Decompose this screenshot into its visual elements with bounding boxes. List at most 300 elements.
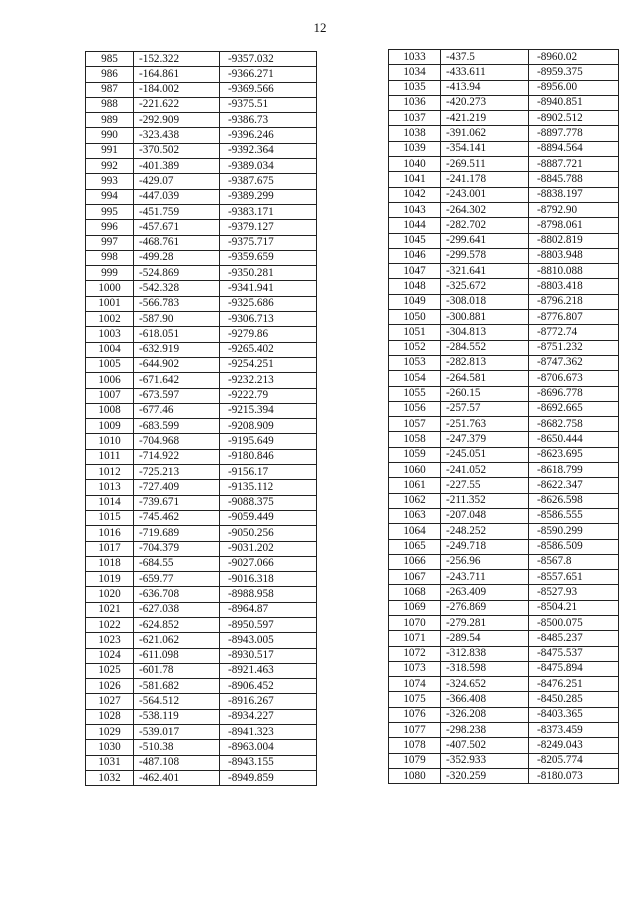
x-coordinate-cell: -370.502 (134, 143, 220, 158)
table-row (86, 403, 317, 418)
table-row (86, 755, 317, 770)
x-coordinate-cell: -308.018 (441, 294, 529, 309)
point-number-cell: 1017 (86, 541, 134, 556)
table-row (86, 770, 317, 785)
point-number-cell: 1012 (86, 465, 134, 480)
point-number-cell: 1046 (389, 248, 441, 263)
y-coordinate-cell: -9387.675 (220, 174, 317, 189)
point-number-cell: 1054 (389, 371, 441, 386)
y-coordinate-cell: -8567.8 (529, 554, 619, 569)
y-coordinate-cell: -9088.375 (220, 495, 317, 510)
x-coordinate-cell: -684.55 (134, 556, 220, 571)
point-number-cell: 1030 (86, 740, 134, 755)
table-row (389, 768, 619, 783)
x-coordinate-cell: -211.352 (441, 493, 529, 508)
table-row (389, 340, 619, 355)
table-row (389, 95, 619, 110)
table-row (86, 97, 317, 112)
point-number-cell: 1057 (389, 417, 441, 432)
y-coordinate-cell: -9366.271 (220, 67, 317, 82)
x-coordinate-cell: -632.919 (134, 342, 220, 357)
y-coordinate-cell: -9059.449 (220, 510, 317, 525)
y-coordinate-cell: -8590.299 (529, 524, 619, 539)
x-coordinate-cell: -683.599 (134, 419, 220, 434)
table-row (389, 508, 619, 523)
y-coordinate-cell: -8803.418 (529, 279, 619, 294)
y-coordinate-cell: -8906.452 (220, 679, 317, 694)
x-coordinate-cell: -243.711 (441, 570, 529, 585)
y-coordinate-cell: -9031.202 (220, 541, 317, 556)
table-row (86, 82, 317, 97)
x-coordinate-cell: -391.062 (441, 126, 529, 141)
x-coordinate-cell: -704.968 (134, 434, 220, 449)
x-coordinate-cell: -352.933 (441, 753, 529, 768)
table-row (86, 281, 317, 296)
table-row (86, 725, 317, 740)
point-number-cell: 1023 (86, 633, 134, 648)
point-number-cell: 1074 (389, 677, 441, 692)
y-coordinate-cell: -8959.375 (529, 65, 619, 80)
x-coordinate-cell: -326.208 (441, 707, 529, 722)
x-coordinate-cell: -727.409 (134, 480, 220, 495)
x-coordinate-cell: -413.94 (441, 80, 529, 95)
y-coordinate-cell: -9265.402 (220, 342, 317, 357)
table-row (389, 692, 619, 707)
y-coordinate-cell: -8626.598 (529, 493, 619, 508)
point-number-cell: 1021 (86, 602, 134, 617)
table-row (86, 740, 317, 755)
table-row (389, 585, 619, 600)
point-number-cell: 1069 (389, 600, 441, 615)
y-coordinate-cell: -9215.394 (220, 403, 317, 418)
x-coordinate-cell: -659.77 (134, 572, 220, 587)
point-number-cell: 1026 (86, 679, 134, 694)
y-coordinate-cell: -8802.819 (529, 233, 619, 248)
y-coordinate-cell: -9375.51 (220, 97, 317, 112)
y-coordinate-cell: -8964.87 (220, 602, 317, 617)
x-coordinate-cell: -510.38 (134, 740, 220, 755)
point-number-cell: 1038 (389, 126, 441, 141)
y-coordinate-cell: -8921.463 (220, 663, 317, 678)
y-coordinate-cell: -8956.00 (529, 80, 619, 95)
x-coordinate-cell: -420.273 (441, 95, 529, 110)
point-number-cell: 1033 (389, 50, 441, 65)
table-row (86, 235, 317, 250)
point-number-cell: 1016 (86, 526, 134, 541)
y-coordinate-cell: -8696.778 (529, 386, 619, 401)
y-coordinate-cell: -8810.088 (529, 264, 619, 279)
x-coordinate-cell: -320.259 (441, 768, 529, 783)
y-coordinate-cell: -8475.894 (529, 661, 619, 676)
point-number-cell: 1044 (389, 218, 441, 233)
x-coordinate-cell: -354.141 (441, 141, 529, 156)
y-coordinate-cell: -9389.034 (220, 159, 317, 174)
point-number-cell: 1025 (86, 663, 134, 678)
y-coordinate-cell: -8747.362 (529, 355, 619, 370)
x-coordinate-cell: -644.902 (134, 357, 220, 372)
point-number-cell: 1059 (389, 447, 441, 462)
x-coordinate-cell: -298.238 (441, 723, 529, 738)
y-coordinate-cell: -8751.232 (529, 340, 619, 355)
point-number-cell: 1045 (389, 233, 441, 248)
page-number: 12 (313, 20, 327, 35)
y-coordinate-cell: -8485.237 (529, 631, 619, 646)
x-coordinate-cell: -284.552 (441, 340, 529, 355)
table-row (389, 615, 619, 630)
y-coordinate-cell: -8934.227 (220, 709, 317, 724)
point-number-cell: 986 (86, 67, 134, 82)
x-coordinate-cell: -247.379 (441, 432, 529, 447)
table-row (86, 113, 317, 128)
point-number-cell: 1001 (86, 296, 134, 311)
y-coordinate-cell: -8772.74 (529, 325, 619, 340)
y-coordinate-cell: -9016.318 (220, 572, 317, 587)
point-number-cell: 1002 (86, 312, 134, 327)
y-coordinate-cell: -9375.717 (220, 235, 317, 250)
y-coordinate-cell: -8838.197 (529, 187, 619, 202)
x-coordinate-cell: -487.108 (134, 755, 220, 770)
table-row (389, 233, 619, 248)
table-row (86, 174, 317, 189)
table-row (86, 541, 317, 556)
x-coordinate-cell: -725.213 (134, 465, 220, 480)
x-coordinate-cell: -248.252 (441, 524, 529, 539)
point-number-cell: 988 (86, 97, 134, 112)
point-number-cell: 991 (86, 143, 134, 158)
point-number-cell: 1028 (86, 709, 134, 724)
table-row (86, 434, 317, 449)
table-row (389, 248, 619, 263)
x-coordinate-cell: -587.90 (134, 312, 220, 327)
table-row (86, 572, 317, 587)
table-row (389, 447, 619, 462)
y-coordinate-cell: -8949.859 (220, 770, 317, 785)
x-coordinate-cell: -401.389 (134, 159, 220, 174)
x-coordinate-cell: -289.54 (441, 631, 529, 646)
point-number-cell: 1022 (86, 617, 134, 632)
x-coordinate-cell: -249.718 (441, 539, 529, 554)
table-row (389, 432, 619, 447)
y-coordinate-cell: -8500.075 (529, 615, 619, 630)
point-number-cell: 1035 (389, 80, 441, 95)
x-coordinate-cell: -624.852 (134, 617, 220, 632)
y-coordinate-cell: -8792.90 (529, 202, 619, 217)
x-coordinate-cell: -618.051 (134, 327, 220, 342)
point-number-cell: 1064 (389, 524, 441, 539)
y-coordinate-cell: -9392.364 (220, 143, 317, 158)
point-number-cell: 1053 (389, 355, 441, 370)
x-coordinate-cell: -671.642 (134, 373, 220, 388)
point-number-cell: 1013 (86, 480, 134, 495)
y-coordinate-cell: -8902.512 (529, 111, 619, 126)
coordinate-table-left (85, 51, 317, 786)
table-row (389, 355, 619, 370)
table-row (389, 157, 619, 172)
table-row (86, 204, 317, 219)
x-coordinate-cell: -429.07 (134, 174, 220, 189)
table-row (389, 539, 619, 554)
point-number-cell: 1055 (389, 386, 441, 401)
table-row (389, 80, 619, 95)
table-row (86, 694, 317, 709)
x-coordinate-cell: -299.578 (441, 248, 529, 263)
point-number-cell: 1065 (389, 539, 441, 554)
point-number-cell: 1036 (389, 95, 441, 110)
y-coordinate-cell: -8450.285 (529, 692, 619, 707)
point-number-cell: 998 (86, 250, 134, 265)
x-coordinate-cell: -677.46 (134, 403, 220, 418)
x-coordinate-cell: -611.098 (134, 648, 220, 663)
x-coordinate-cell: -636.708 (134, 587, 220, 602)
table-row (389, 264, 619, 279)
y-coordinate-cell: -9050.256 (220, 526, 317, 541)
point-number-cell: 989 (86, 113, 134, 128)
x-coordinate-cell: -304.813 (441, 325, 529, 340)
point-number-cell: 1006 (86, 373, 134, 388)
y-coordinate-cell: -9350.281 (220, 266, 317, 281)
point-number-cell: 1068 (389, 585, 441, 600)
x-coordinate-cell: -312.838 (441, 646, 529, 661)
y-coordinate-cell: -8692.665 (529, 401, 619, 416)
point-number-cell: 1005 (86, 357, 134, 372)
x-coordinate-cell: -433.611 (441, 65, 529, 80)
x-coordinate-cell: -279.281 (441, 615, 529, 630)
table-row (389, 723, 619, 738)
y-coordinate-cell: -9396.246 (220, 128, 317, 143)
x-coordinate-cell: -407.502 (441, 738, 529, 753)
table-row (86, 143, 317, 158)
point-number-cell: 1040 (389, 157, 441, 172)
x-coordinate-cell: -627.038 (134, 602, 220, 617)
x-coordinate-cell: -457.671 (134, 220, 220, 235)
y-coordinate-cell: -8623.695 (529, 447, 619, 462)
table-row (389, 294, 619, 309)
x-coordinate-cell: -245.051 (441, 447, 529, 462)
table-row (86, 648, 317, 663)
table-row (86, 52, 317, 67)
table-row (86, 312, 317, 327)
table-row (86, 633, 317, 648)
y-coordinate-cell: -8943.155 (220, 755, 317, 770)
y-coordinate-cell: -9357.032 (220, 52, 317, 67)
table-row (389, 524, 619, 539)
point-number-cell: 1077 (389, 723, 441, 738)
y-coordinate-cell: -9341.941 (220, 281, 317, 296)
x-coordinate-cell: -524.869 (134, 266, 220, 281)
point-number-cell: 1071 (389, 631, 441, 646)
point-number-cell: 1024 (86, 648, 134, 663)
y-coordinate-cell: -8475.537 (529, 646, 619, 661)
x-coordinate-cell: -451.759 (134, 204, 220, 219)
x-coordinate-cell: -321.641 (441, 264, 529, 279)
point-number-cell: 1060 (389, 463, 441, 478)
point-number-cell: 1063 (389, 508, 441, 523)
point-number-cell: 1042 (389, 187, 441, 202)
y-coordinate-cell: -9325.686 (220, 296, 317, 311)
table-row (389, 600, 619, 615)
y-coordinate-cell: -8798.061 (529, 218, 619, 233)
table-row (389, 386, 619, 401)
point-number-cell: 1070 (389, 615, 441, 630)
table-row (86, 617, 317, 632)
y-coordinate-cell: -8586.555 (529, 508, 619, 523)
x-coordinate-cell: -256.96 (441, 554, 529, 569)
y-coordinate-cell: -9254.251 (220, 357, 317, 372)
x-coordinate-cell: -263.409 (441, 585, 529, 600)
x-coordinate-cell: -276.869 (441, 600, 529, 615)
point-number-cell: 1052 (389, 340, 441, 355)
x-coordinate-cell: -300.881 (441, 310, 529, 325)
point-number-cell: 1029 (86, 725, 134, 740)
x-coordinate-cell: -538.119 (134, 709, 220, 724)
point-number-cell: 1051 (389, 325, 441, 340)
point-number-cell: 996 (86, 220, 134, 235)
table-row (389, 417, 619, 432)
point-number-cell: 1018 (86, 556, 134, 571)
x-coordinate-cell: -462.401 (134, 770, 220, 785)
y-coordinate-cell: -9306.713 (220, 312, 317, 327)
y-coordinate-cell: -8373.459 (529, 723, 619, 738)
point-number-cell: 1073 (389, 661, 441, 676)
x-coordinate-cell: -704.379 (134, 541, 220, 556)
y-coordinate-cell: -8249.043 (529, 738, 619, 753)
x-coordinate-cell: -714.922 (134, 449, 220, 464)
point-number-cell: 1032 (86, 770, 134, 785)
x-coordinate-cell: -673.597 (134, 388, 220, 403)
x-coordinate-cell: -325.672 (441, 279, 529, 294)
y-coordinate-cell: -8897.778 (529, 126, 619, 141)
point-number-cell: 1014 (86, 495, 134, 510)
point-number-cell: 1050 (389, 310, 441, 325)
point-number-cell: 1078 (389, 738, 441, 753)
point-number-cell: 1039 (389, 141, 441, 156)
point-number-cell: 1010 (86, 434, 134, 449)
table-row (389, 707, 619, 722)
table-row (86, 556, 317, 571)
y-coordinate-cell: -8527.93 (529, 585, 619, 600)
point-number-cell: 1004 (86, 342, 134, 357)
point-number-cell: 993 (86, 174, 134, 189)
point-number-cell: 1015 (86, 510, 134, 525)
table-row (86, 342, 317, 357)
table-row (389, 753, 619, 768)
point-number-cell: 1031 (86, 755, 134, 770)
y-coordinate-cell: -8682.758 (529, 417, 619, 432)
table-row (389, 738, 619, 753)
table-row (389, 401, 619, 416)
x-coordinate-cell: -542.328 (134, 281, 220, 296)
y-coordinate-cell: -8205.774 (529, 753, 619, 768)
x-coordinate-cell: -601.78 (134, 663, 220, 678)
x-coordinate-cell: -260.15 (441, 386, 529, 401)
point-number-cell: 1067 (389, 570, 441, 585)
x-coordinate-cell: -251.763 (441, 417, 529, 432)
y-coordinate-cell: -8557.651 (529, 570, 619, 585)
y-coordinate-cell: -8887.721 (529, 157, 619, 172)
x-coordinate-cell: -227.55 (441, 478, 529, 493)
table-row (86, 709, 317, 724)
y-coordinate-cell: -9195.649 (220, 434, 317, 449)
x-coordinate-cell: -421.219 (441, 111, 529, 126)
point-number-cell: 999 (86, 266, 134, 281)
point-number-cell: 1048 (389, 279, 441, 294)
y-coordinate-cell: -8950.597 (220, 617, 317, 632)
y-coordinate-cell: -8180.073 (529, 768, 619, 783)
table-row (389, 661, 619, 676)
point-number-cell: 985 (86, 52, 134, 67)
table-row (389, 202, 619, 217)
point-number-cell: 1003 (86, 327, 134, 342)
table-row (389, 50, 619, 65)
y-coordinate-cell: -8650.444 (529, 432, 619, 447)
x-coordinate-cell: -621.062 (134, 633, 220, 648)
point-number-cell: 1080 (389, 768, 441, 783)
x-coordinate-cell: -243.001 (441, 187, 529, 202)
x-coordinate-cell: -292.909 (134, 113, 220, 128)
y-coordinate-cell: -8803.948 (529, 248, 619, 263)
x-coordinate-cell: -366.408 (441, 692, 529, 707)
table-row (86, 296, 317, 311)
table-row (86, 67, 317, 82)
point-number-cell: 1058 (389, 432, 441, 447)
table-row (86, 526, 317, 541)
x-coordinate-cell: -437.5 (441, 50, 529, 65)
table-row (389, 371, 619, 386)
point-number-cell: 1007 (86, 388, 134, 403)
point-number-cell: 1056 (389, 401, 441, 416)
table-row (86, 602, 317, 617)
y-coordinate-cell: -8706.673 (529, 371, 619, 386)
table-row (86, 327, 317, 342)
table-row (389, 478, 619, 493)
table-row (86, 449, 317, 464)
table-row (86, 189, 317, 204)
x-coordinate-cell: -221.622 (134, 97, 220, 112)
y-coordinate-cell: -8776.807 (529, 310, 619, 325)
table-row (389, 141, 619, 156)
y-coordinate-cell: -8940.851 (529, 95, 619, 110)
y-coordinate-cell: -8403.365 (529, 707, 619, 722)
x-coordinate-cell: -241.052 (441, 463, 529, 478)
table-row (86, 679, 317, 694)
x-coordinate-cell: -324.652 (441, 677, 529, 692)
x-coordinate-cell: -566.783 (134, 296, 220, 311)
point-number-cell: 1008 (86, 403, 134, 418)
x-coordinate-cell: -719.689 (134, 526, 220, 541)
table-row (389, 554, 619, 569)
x-coordinate-cell: -447.039 (134, 189, 220, 204)
table-row (389, 570, 619, 585)
table-row (86, 357, 317, 372)
x-coordinate-cell: -499.28 (134, 250, 220, 265)
x-coordinate-cell: -164.861 (134, 67, 220, 82)
y-coordinate-cell: -8941.323 (220, 725, 317, 740)
point-number-cell: 1076 (389, 707, 441, 722)
x-coordinate-cell: -581.682 (134, 679, 220, 694)
y-coordinate-cell: -8930.517 (220, 648, 317, 663)
y-coordinate-cell: -9208.909 (220, 419, 317, 434)
table-row (86, 220, 317, 235)
table-body (86, 52, 317, 786)
y-coordinate-cell: -8963.004 (220, 740, 317, 755)
point-number-cell: 1041 (389, 172, 441, 187)
table-row (389, 187, 619, 202)
point-number-cell: 1075 (389, 692, 441, 707)
table-row (389, 279, 619, 294)
y-coordinate-cell: -8504.21 (529, 600, 619, 615)
y-coordinate-cell: -8796.218 (529, 294, 619, 309)
x-coordinate-cell: -299.641 (441, 233, 529, 248)
